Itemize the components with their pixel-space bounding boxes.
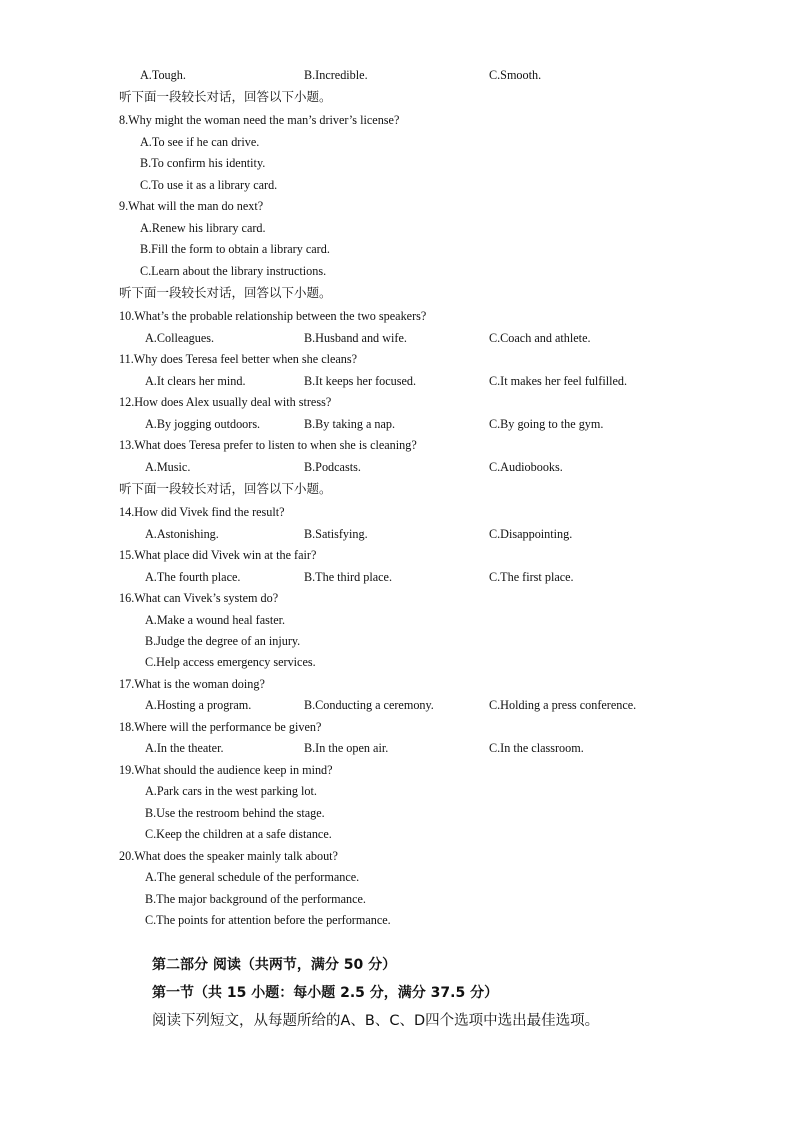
q13-option-a[interactable]: A.Music. [145, 460, 191, 474]
q8-option-a[interactable]: A.To see if he can drive. [140, 135, 260, 149]
q8-option-c[interactable]: C.To use it as a library card. [140, 178, 278, 192]
part2-title: 第二部分 阅读（共两节，满分 50 分） [152, 957, 397, 973]
q12-stem: 12.How does Alex usually deal with stress? [119, 395, 332, 409]
q12-option-c[interactable]: C.By going to the gym. [489, 417, 604, 431]
q8-stem: 8.Why might the woman need the man’s driver’s license? [119, 113, 400, 127]
q10-stem: 10.What’s the probable relationship between the two speakers? [119, 309, 427, 323]
q10-option-a[interactable]: A.Colleagues. [145, 331, 215, 345]
q15-option-a[interactable]: A.The fourth place. [145, 570, 241, 584]
listen-prompt: 听下面一段较长对话，回答以下小题。 [119, 89, 332, 104]
q19-stem: 19.What should the audience keep in mind? [119, 763, 333, 777]
q9-option-a[interactable]: A.Renew his library card. [140, 221, 266, 235]
q20-stem: 20.What does the speaker mainly talk about? [119, 849, 338, 863]
q7-option-b[interactable]: B.Incredible. [304, 68, 368, 82]
q18-option-c[interactable]: C.In the classroom. [489, 741, 584, 755]
listen-prompt: 听下面一段较长对话，回答以下小题。 [119, 285, 332, 300]
q10-option-c[interactable]: C.Coach and athlete. [489, 331, 591, 345]
q17-option-c[interactable]: C.Holding a press conference. [489, 698, 637, 712]
q10-option-b[interactable]: B.Husband and wife. [304, 331, 407, 345]
q17-stem: 17.What is the woman doing? [119, 677, 265, 691]
q15-stem: 15.What place did Vivek win at the fair? [119, 548, 317, 562]
listen-prompt: 听下面一段较长对话，回答以下小题。 [119, 481, 332, 496]
q14-option-a[interactable]: A.Astonishing. [145, 527, 219, 541]
q11-option-c[interactable]: C.It makes her feel fulfilled. [489, 374, 628, 388]
q7-option-a[interactable]: A.Tough. [140, 68, 186, 82]
q15-option-c[interactable]: C.The first place. [489, 570, 574, 584]
q19-option-c[interactable]: C.Keep the children at a safe distance. [145, 827, 332, 841]
q11-option-a[interactable]: A.It clears her mind. [145, 374, 246, 388]
q17-option-b[interactable]: B.Conducting a ceremony. [304, 698, 434, 712]
q16-option-a[interactable]: A.Make a wound heal faster. [145, 613, 286, 627]
q8-option-b[interactable]: B.To confirm his identity. [140, 156, 266, 170]
q12-option-b[interactable]: B.By taking a nap. [304, 417, 396, 431]
q18-stem: 18.Where will the performance be given? [119, 720, 322, 734]
q19-option-b[interactable]: B.Use the restroom behind the stage. [145, 806, 325, 820]
q14-option-b[interactable]: B.Satisfying. [304, 527, 368, 541]
q18-option-b[interactable]: B.In the open air. [304, 741, 389, 755]
q16-option-c[interactable]: C.Help access emergency services. [145, 655, 316, 669]
q13-stem: 13.What does Teresa prefer to listen to when she is cleaning? [119, 438, 417, 452]
q17-option-a[interactable]: A.Hosting a program. [145, 698, 252, 712]
q18-option-a[interactable]: A.In the theater. [145, 741, 224, 755]
q7-option-c[interactable]: C.Smooth. [489, 68, 542, 82]
q20-option-a[interactable]: A.The general schedule of the performance. [145, 870, 360, 884]
part2-section1-heading: 第一节（共 15 小题：每小题 2.5 分，满分 37.5 分） [152, 985, 499, 1001]
q16-option-b[interactable]: B.Judge the degree of an injury. [145, 634, 301, 648]
q14-stem: 14.How did Vivek find the result? [119, 505, 285, 519]
q11-stem: 11.Why does Teresa feel better when she cleans? [119, 352, 358, 366]
q16-stem: 16.What can Vivek’s system do? [119, 591, 279, 605]
reading-instruction: 阅读下列短文，从每题所给的A、B、C、D四个选项中选出最佳选项。 [152, 1013, 600, 1029]
q20-option-c[interactable]: C.The points for attention before the performance. [145, 913, 391, 927]
q9-option-b[interactable]: B.Fill the form to obtain a library card. [140, 242, 330, 256]
q13-option-c[interactable]: C.Audiobooks. [489, 460, 563, 474]
q14-option-c[interactable]: C.Disappointing. [489, 527, 573, 541]
q13-option-b[interactable]: B.Podcasts. [304, 460, 361, 474]
q11-option-b[interactable]: B.It keeps her focused. [304, 374, 417, 388]
q15-option-b[interactable]: B.The third place. [304, 570, 392, 584]
q20-option-b[interactable]: B.The major background of the performance. [145, 892, 366, 906]
q19-option-a[interactable]: A.Park cars in the west parking lot. [145, 784, 317, 798]
q9-option-c[interactable]: C.Learn about the library instructions. [140, 264, 327, 278]
q9-stem: 9.What will the man do next? [119, 199, 264, 213]
q12-option-a[interactable]: A.By jogging outdoors. [145, 417, 261, 431]
